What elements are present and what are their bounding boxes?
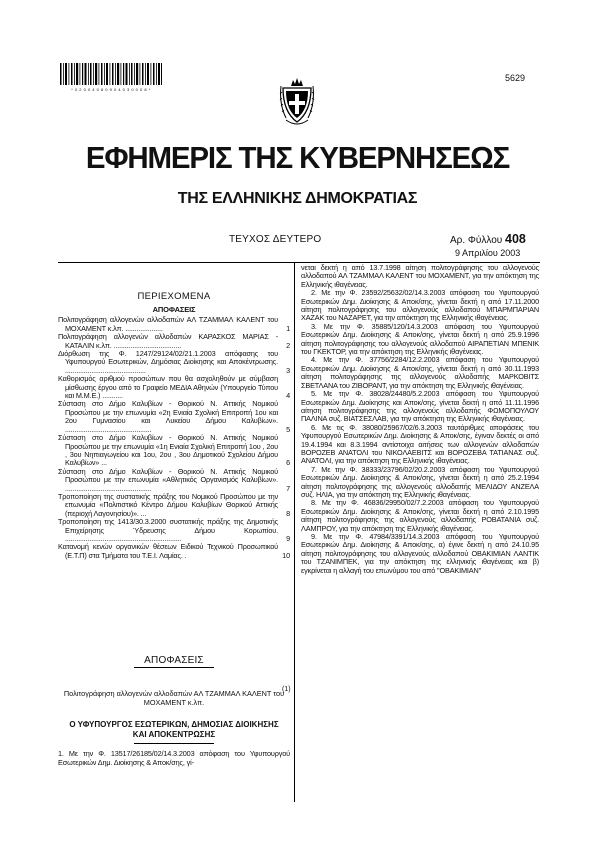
- barcode-number: * 0 2 0 0 4 0 8 0 9 0 4 0 3 0 0 0 8 *: [71, 87, 151, 92]
- issue-date: 9 Απριλίου 2003: [455, 248, 521, 258]
- page-number: 5629: [505, 73, 526, 83]
- sheet-label: Αρ. Φύλλου: [450, 235, 503, 246]
- contents-decisions-heading: ΑΠΟΦΑΣΕΙΣ: [152, 305, 196, 314]
- toc-item[interactable]: Σύσταση στο Δήμο Καλυβίων - Θορικού Ν. Αττικής Νομικού Προσώπου με την επωνυμία «Αθλητικός Οργανισμός Καλυβίων». .............................................. 7: [58, 466, 290, 493]
- sheet-number: [450, 232, 526, 246]
- contents-list: [58, 306, 290, 560]
- gazette-subtitle: ΤΗΣ ΕΛΛΗΝΙΚΗΣ ΔΗΜΟΚΡΑΤΙΑΣ: [177, 190, 418, 207]
- decisions-underline: [134, 667, 214, 668]
- column-divider: [294, 262, 295, 802]
- paragraph: νεται δεκτή η από 13.7.1998 αίτηση πολιτογράφησης του αλλογενούς αλλοδαπού ΑΛ ΤΖΑΜΜΑΛ ΚΑΛΕΝΤ του ΜΟΧΑΜΕΝΤ, για την απόκτηση της Ελληνικής ιθαγένειας.: [301, 263, 539, 289]
- toc-item[interactable]: Τροποποίηση της συστατικής πράξης του Νομικού Προσώπου με την επωνυμία «Πολιτιστικό Κέντρο Δήμου Καλυβίων Θορικού Αττικής (περιοχή Λαγονησίου)». ... 8: [58, 491, 290, 518]
- toc-item[interactable]: Σύσταση στο Δήμο Καλυβίων - Θορικού Ν. Αττικής Νομικού Προσώπου με την επωνυμία «2η Ενιαία Σχολική Επιτροπή 1ου και 2ου Γυμνασίου και Λυκείου Δήμου Καλυβίων». .............................................. 5: [58, 399, 290, 434]
- paragraph: 6. Με τις Φ. 38080/25967/02/6.3.2003 ταυτάριθμες αποφάσεις του Υφυπουργού Εσωτερικών Δημ. Διοίκησης & Αποκ/σης, έγιναν δεκτές οι από 19.4.1994 και 8.3.1994 αντίστοιχα αιτήσεις των αλλογενών αλλοδαπών ΒΟΡΟΖΕΒ ΑΝΑΤΟΛΙ του ΝΙΚΟΛΑΕΒΙΤΣ και ΒΟΡΟΖΕΒΑ ΤΑΤΙΑΝΑΣ συζ. ΑΝΑΤΟΛΙ, για την απόκτηση της Ελληνικής ιθαγένειας.: [301, 422, 539, 466]
- paragraph: 3. Με την Φ. 35885/120/14.3.2003 απόφαση του Υφυπουργού Εσωτερικών Δημ. Διοίκησης & Αποκ/σης, γίνεται δεκτή η από 25.9.1996 αίτηση πολιτογράφησης του αλλογενούς αλλοδαπού ΑΙΡΑΠΕΤΙΑΝ ΜΠΕΝΙΚ του ΓΚΕΚΤΟΡ, για την απόκτηση της Ελληνικής ιθαγένειας.: [301, 321, 539, 357]
- decisions-heading: ΑΠΟΦΑΣΕΙΣ: [144, 655, 204, 666]
- paragraph: 7. Με την Φ. 38333/23796/02/20.2.2003 απόφαση του Υφυπουργού Εσωτερικών Δημ. Διοίκησης & Αποκ/σης, γίνεται δεκτή η από 25.2.1994 αίτηση πολιτογράφησης της αλλογενούς αλλοδαπής ΜΕΛΙΔΟΥ ΑΝΖΕΛΑ συζ. ΗΛΙΑ, για την απόκτηση της Ελληνικής ιθαγένειας.: [301, 464, 539, 499]
- paragraph: 9. Με την Φ. 47984/3391/14.3.2003 απόφαση του Υφυπουργού Εσωτερικών Δημ. Διοίκησης & Αποκ/σης, α) έγινε δεκτή η από 24.10.95 αίτηση πολιτογράφησης του αλλογενούς αλλοδαπού ΟΒΑΚΙΜΙΑΝ ΛΑΝΤΙΚ του ΤΖΑΝΙΜΠΕΚ, για την απόκτηση της ελληνικής ιθαγένειας και β) εγκρίνεται η αλλαγή του επωνύμου του από "ΟΒΑΚΙΜΙΑΝ": [301, 532, 539, 575]
- paragraph: 4. Με την Φ. 37756/2284/12.2.2003 απόφαση του Υφυπουργού Εσωτερικών Δημ. Διοίκησης & Αποκ/σης, γίνεται δεκτή η από 30.11.1993 αίτηση πολιτογράφησης της αλλογενούς αλλοδαπής ΜΑΡΚΟΒΙΤΣ ΣΒΕΤΛΑΝΑ του ΖΙΒΟΡΑΝΤ, για την απόκτηση της Ελληνικής ιθαγένειας.: [301, 355, 539, 390]
- issue-type: ΤΕΥΧΟΣ ΔΕΥΤΕΡΟ: [229, 234, 322, 245]
- toc-item[interactable]: Καθορισμός αριθμού προσώπων που θα ασχοληθούν με σύμβαση μίσθωσης έργου από το Γραφείο ΜΕΔΙΑ Αθηνών (Υπουργείο Τύπου και Μ.Μ.Ε.) ........... 4: [58, 374, 290, 401]
- minister-underline: [134, 743, 214, 744]
- toc-item[interactable]: Κατανομή κενών οργανικών θέσεων Ειδικού Τεχνικού Προσωπικού (Ε.Τ.Π) στα Τμήματα του Τ.Ε.Ι. Λαμίας. . 10: [58, 542, 290, 560]
- contents-heading: ΠΕΡΙΕΧΟΜΕΝΑ: [137, 291, 211, 302]
- sheet-value: 408: [505, 232, 526, 246]
- barcode: [60, 63, 162, 85]
- minister-heading: Ο ΥΦΥΠΟΥΡΓΟΣ ΕΣΩΤΕΡΙΚΩΝ, ΔΗΜΟΣΙΑΣ ΔΙΟΙΚΗΣΗΣ ΚΑΙ ΑΠΟΚΕΝΤΡΩΣΗΣ: [69, 720, 279, 739]
- toc-item[interactable]: Πολιτογράφηση αλλογενών αλλοδαπών ΚΑΡΑΣΚΟΣ ΜΑΡΙΑΣ - ΚΑΤΑΛΙΝ κ.λπ. .................................... 2: [58, 332, 290, 350]
- toc-item[interactable]: Τροποποίηση της 1413/30.3.2000 συστατικής πράξης της Δημοτικής Επιχείρησης Ύδρευσης Δήμου Κορωπίου. .............................................................. 9: [58, 517, 290, 543]
- decision-number: (1): [282, 686, 291, 693]
- paragraph: 2. Με την Φ. 23592/25632/02/14.3.2003 απόφαση του Υφυπουργού Εσωτερικών Δημ. Διοίκησης & Αποκ/σης, γίνεται δεκτή η από 17.11.2000 αίτηση πολιτογράφησης του αλλογενούς αλλοδαπού ΜΠΑΡΜΠΑΡΙΑΝ ΧΑΖΑΚ του ΝΑΖΑΡΕΤ, για την απόκτηση της Ελληνικής ιθαγένειας.: [301, 288, 539, 323]
- coat-of-arms-icon: [278, 76, 316, 130]
- toc-item[interactable]: Πολιτογράφηση αλλογενών αλλοδαπών ΑΛ ΤΖΑΜΜΑΛ ΚΑΛΕΝΤ του ΜΟΧΑΜΕΝΤ κ.λπ. .................... 1: [58, 315, 290, 333]
- decisions-continuation: [301, 264, 539, 575]
- toc-item[interactable]: Διόρθωση της Φ. 1247/29124/02/21.1.2003 απόφασης του Υφυπουργού Εσωτερικών, Δημόσιας Διοίκησης και Αποκέντρωσης. ........................................... 3: [58, 349, 290, 375]
- decision-body-start: 1. Με την Φ. 13517/26185/02/14.3.2003 απόφαση του Υφυπουργού Εσωτερικών Δημ. Διοίκησης & Αποκ/σης, γί-: [58, 749, 290, 767]
- toc-item[interactable]: Σύσταση στο Δήμο Καλυβίων - Θορικού Ν. Αττικής Νομικού Προσώπου με την επωνυμία «1η Ενιαία Σχολική Επιτροπή 1ου , 2ου , 3ου Νηπιαγωγείου και 1ου, 2ου , 3ου Δημοτικού Σχολείου Δήμου Καλυβίων» ... 6: [58, 433, 290, 468]
- paragraph: 5. Με την Φ. 38028/24480/5.2.2003 απόφαση του Υφυπουργού Εσωτερικών Δημ. Διοίκησης και Αποκ/σης, γίνεται δεκτή η από 11.11.1996 αίτηση πολιτογράφησης της αλλογενούς αλλοδαπής ΦΩΜΟΠΟΥΛΟΥ ΠΑΛΙΝΑ συζ. ΒΙΑΤΣΕΣΛΑΒ, για την απόκτηση της Ελληνικής ιθαγένειας.: [301, 389, 539, 424]
- decision-title: Πολιτογράφηση αλλογενών αλλοδαπών ΑΛ ΤΖΑΜΜΑΛ ΚΑΛΕΝΤ του ΜΟΧΑΜΕΝΤ κ.λπ.: [63, 689, 285, 707]
- gazette-title: ΕΦΗΜΕΡΙΣ ΤΗΣ ΚΥΒΕΡΝΗΣΕΩΣ: [85, 140, 510, 175]
- paragraph: 8. Με την Φ. 46836/29950/02/7.2.2003 απόφαση του Υφυπουργού Εσωτερικών Δημ. Διοίκησης & Αποκ/σης, γίνεται δεκτή η από 2.10.1995 αίτηση πολιτογράφησης της αλλογενούς αλλοδαπής ΡΟΒΑΤΑΝΙΑ συζ. ΛΑΜΠΡΟΥ, για την απόκτηση της Ελληνικής ιθαγένειας.: [301, 498, 539, 533]
